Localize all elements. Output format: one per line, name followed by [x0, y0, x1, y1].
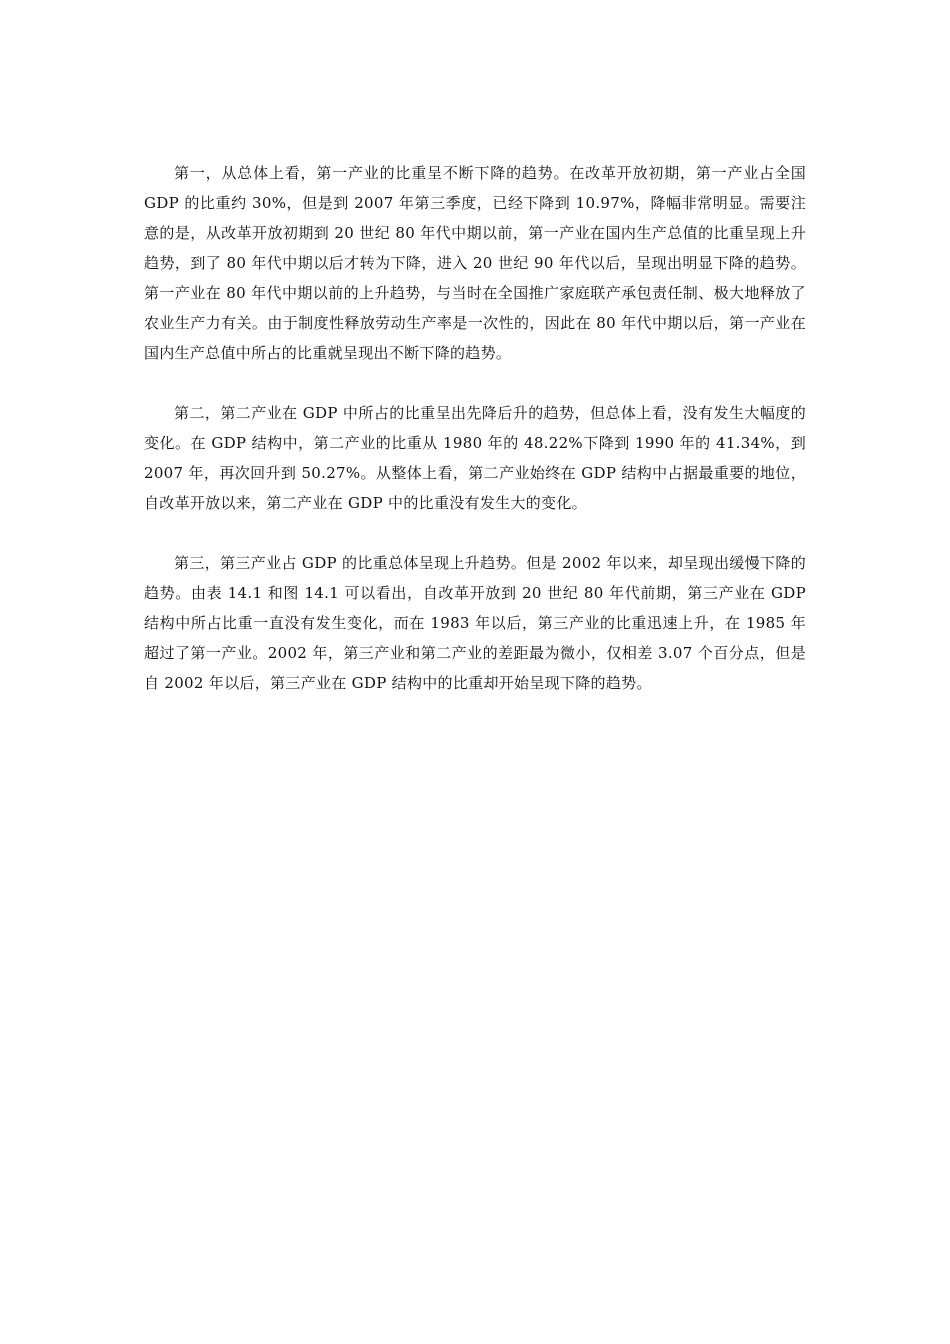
document-body: [144, 158, 806, 698]
paragraph-secondary-industry: 第二，第二产业在 GDP 中所占的比重呈出先降后升的趋势，但总体上看，没有发生大幅度的变化。在 GDP 结构中，第二产业的比重从 1980 年的 48.22%下降到 1990 年的 41.34%，到 2007 年，再次回升到 50.27%。从整体上看，第二产业始终在 GDP 结构中占据最重要的地位，自改革开放以来，第二产业在 GDP 中的比重没有发生大的变化。: [144, 404, 806, 512]
paragraph-primary-industry: 第一，从总体上看，第一产业的比重呈不断下降的趋势。在改革开放初期，第一产业占全国 GDP 的比重约 30%，但是到 2007 年第三季度，已经下降到 10.97%，降幅非常明显。需要注意的是，从改革开放初期到 20 世纪 80 年代中期以前，第一产业在国内生产总值的比重呈现上升趋势，到了 80 年代中期以后才转为下降，进入 20 世纪 90 年代以后，呈现出明显下降的趋势。第一产业在 80 年代中期以前的上升趋势，与当时在全国推广家庭联产承包责任制、极大地释放了农业生产力有关。由于制度性释放劳动生产率是一次性的，因此在 80 年代中期以后，第一产业在国内生产总值中所占的比重就呈现出不断下降的趋势。: [144, 164, 806, 362]
paragraph-tertiary-industry: 第三，第三产业占 GDP 的比重总体呈现上升趋势。但是 2002 年以来，却呈现出缓慢下降的趋势。由表 14.1 和图 14.1 可以看出，自改革开放到 20 世纪 80 年代前期，第三产业在 GDP 结构中所占比重一直没有发生变化，而在 1983 年以后，第三产业的比重迅速上升，在 1985 年超过了第一产业。2002 年，第三产业和第二产业的差距最为微小，仅相差 3.07 个百分点，但是自 2002 年以后，第三产业在 GDP 结构中的比重却开始呈现下降的趋势。: [144, 554, 806, 692]
